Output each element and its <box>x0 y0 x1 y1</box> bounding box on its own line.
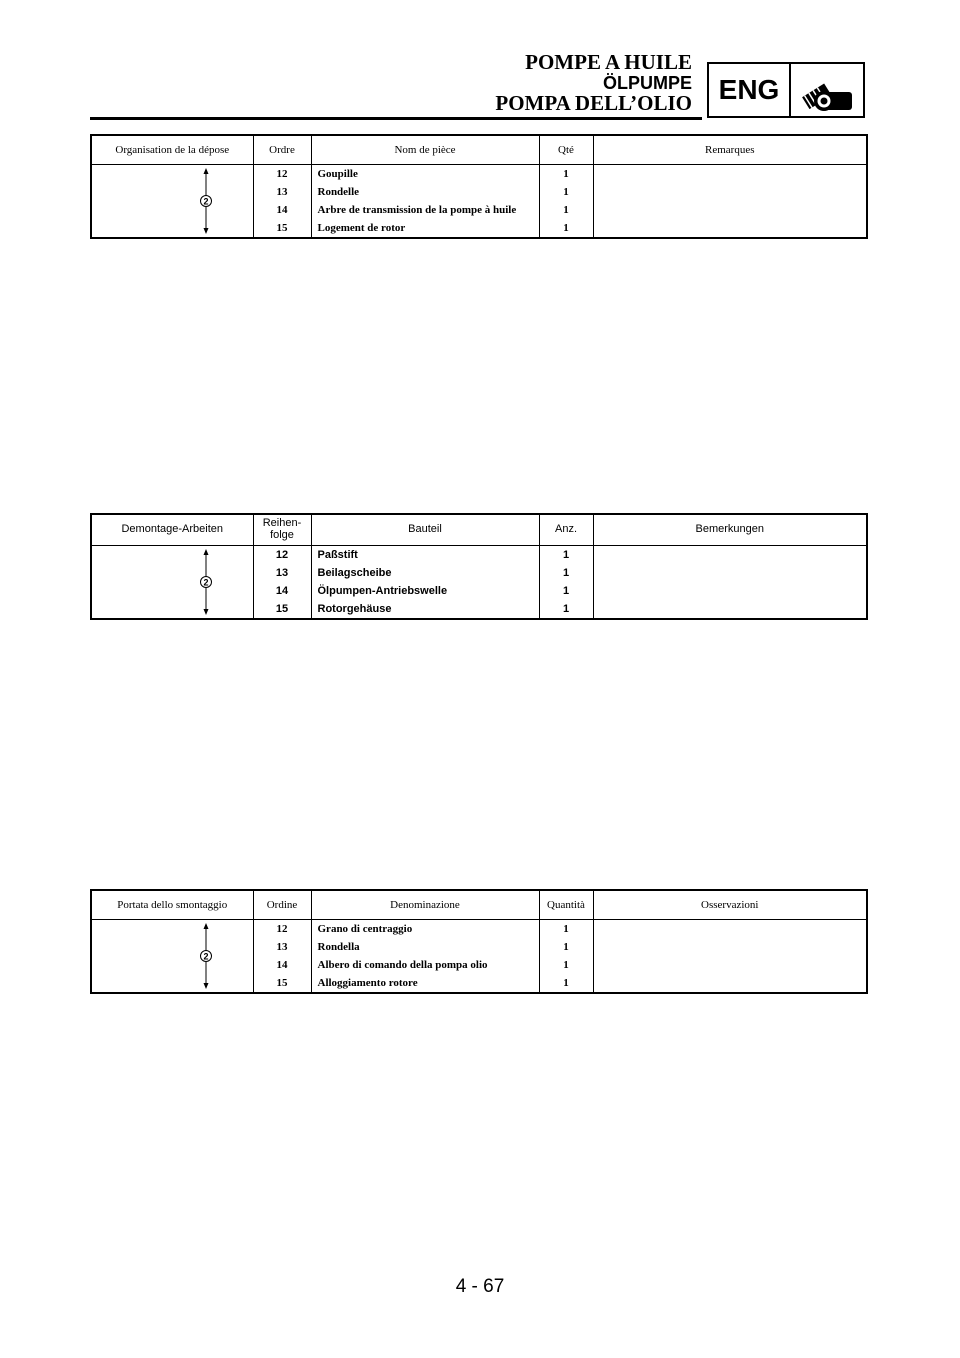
table-header-row <box>91 514 867 546</box>
section-badge <box>707 62 865 118</box>
row-part-name: Rondelle <box>311 183 539 201</box>
page-number: 4 - 67 <box>455 1276 505 1297</box>
row-remarks <box>593 600 867 619</box>
row-remarks <box>593 920 867 939</box>
row-part-name: Ölpumpen-Antriebswelle <box>311 582 539 600</box>
row-part-name: Albero di comando della pompa olio <box>311 956 539 974</box>
row-quantity: 1 <box>539 546 593 565</box>
row-quantity: 1 <box>539 600 593 619</box>
row-quantity: 1 <box>539 920 593 939</box>
group-bracket-cell <box>91 165 253 239</box>
group-marker: 2 <box>203 196 209 207</box>
header-divider <box>90 117 702 120</box>
row-part-name: Rondella <box>311 938 539 956</box>
row-order: 15 <box>253 600 311 619</box>
row-quantity: 1 <box>539 956 593 974</box>
col-header-part-name: Bauteil <box>311 514 539 546</box>
row-order: 14 <box>253 201 311 219</box>
row-part-name: Grano di centraggio <box>311 920 539 939</box>
row-remarks <box>593 974 867 993</box>
table-row <box>91 920 867 939</box>
row-quantity: 1 <box>539 219 593 238</box>
row-quantity: 1 <box>539 974 593 993</box>
table-row <box>91 165 867 184</box>
row-quantity: 1 <box>539 165 593 184</box>
row-order: 12 <box>253 920 311 939</box>
col-header-order: Ordine <box>253 890 311 920</box>
col-header-organisation: Portata dello smontaggio <box>91 890 253 920</box>
row-remarks <box>593 938 867 956</box>
group-bracket-cell <box>91 546 253 620</box>
row-part-name: Goupille <box>311 165 539 184</box>
table-header-row <box>91 135 867 165</box>
row-remarks <box>593 201 867 219</box>
row-quantity: 1 <box>539 582 593 600</box>
page-title-block <box>495 52 692 114</box>
group-marker: 2 <box>203 577 209 588</box>
col-header-organisation: Organisation de la dépose <box>91 135 253 165</box>
col-header-quantity: Qté <box>539 135 593 165</box>
row-order: 15 <box>253 974 311 993</box>
row-quantity: 1 <box>539 201 593 219</box>
row-remarks <box>593 165 867 184</box>
row-order: 14 <box>253 582 311 600</box>
col-header-organisation: Demontage-Arbeiten <box>91 514 253 546</box>
engine-wrench-icon <box>791 64 863 116</box>
col-header-remarks: Bemerkungen <box>593 514 867 546</box>
row-quantity: 1 <box>539 183 593 201</box>
row-quantity: 1 <box>539 564 593 582</box>
row-part-name: Beilagscheibe <box>311 564 539 582</box>
row-part-name: Alloggiamento rotore <box>311 974 539 993</box>
row-part-name: Logement de rotor <box>311 219 539 238</box>
row-remarks <box>593 546 867 565</box>
parts-table-french <box>90 134 868 239</box>
row-order: 12 <box>253 546 311 565</box>
row-remarks <box>593 582 867 600</box>
col-header-remarks: Osservazioni <box>593 890 867 920</box>
title-french: POMPE A HUILE <box>525 50 692 74</box>
group-bracket-arrow <box>195 548 217 616</box>
col-header-part-name: Denominazione <box>311 890 539 920</box>
row-part-name: Arbre de transmission de la pompe à huile <box>311 201 539 219</box>
table-header-row <box>91 890 867 920</box>
title-german: ÖLPUMPE <box>602 73 692 93</box>
col-header-order: Reihen- folge <box>253 514 311 546</box>
row-order: 14 <box>253 956 311 974</box>
group-bracket-cell <box>91 920 253 994</box>
section-badge-label: ENG <box>709 64 791 116</box>
col-header-part-name: Nom de pièce <box>311 135 539 165</box>
row-part-name: Rotorgehäuse <box>311 600 539 619</box>
group-bracket-arrow <box>195 922 217 990</box>
title-italian: POMPA DELL’OLIO <box>495 91 692 115</box>
row-order: 13 <box>253 938 311 956</box>
parts-table-italian <box>90 889 868 994</box>
group-bracket-arrow <box>195 167 217 235</box>
row-part-name: Paßstift <box>311 546 539 565</box>
col-header-order: Ordre <box>253 135 311 165</box>
row-remarks <box>593 183 867 201</box>
row-remarks <box>593 219 867 238</box>
row-order: 13 <box>253 183 311 201</box>
col-header-quantity: Anz. <box>539 514 593 546</box>
col-header-quantity: Quantità <box>539 890 593 920</box>
parts-table-german <box>90 513 868 620</box>
row-quantity: 1 <box>539 938 593 956</box>
table-row <box>91 546 867 565</box>
row-order: 12 <box>253 165 311 184</box>
row-remarks <box>593 956 867 974</box>
row-order: 15 <box>253 219 311 238</box>
col-header-remarks: Remarques <box>593 135 867 165</box>
row-order: 13 <box>253 564 311 582</box>
group-marker: 2 <box>203 951 209 962</box>
row-remarks <box>593 564 867 582</box>
